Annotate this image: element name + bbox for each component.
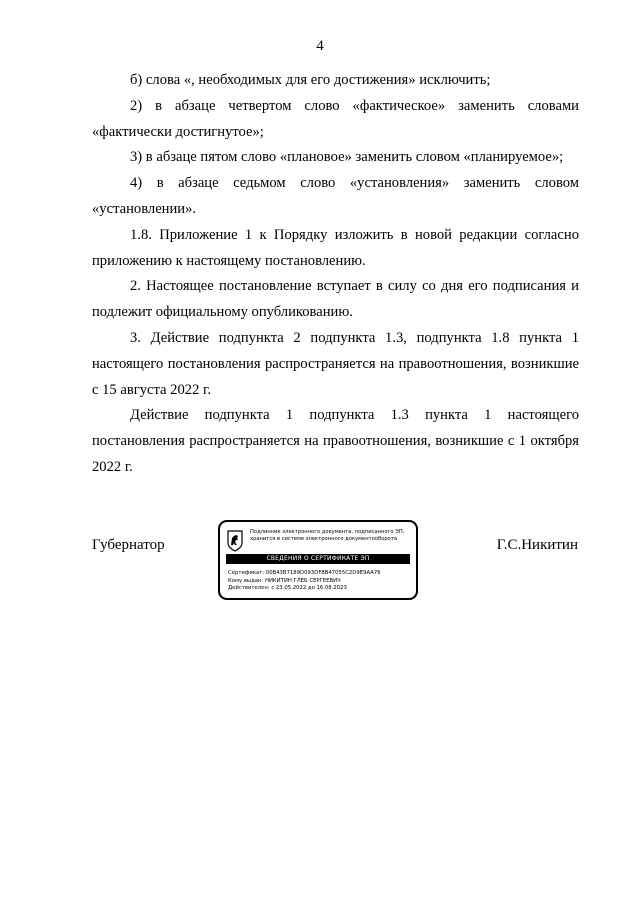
stamp-header: Подлинник электронного документа, подписанного ЭП, хранится в системе электронного документооборота: [250, 529, 405, 542]
stamp-validity: Действителен: с 23.05.2022 до 16.08.2023: [228, 585, 347, 592]
paragraph-item-4: 4) в абзаце седьмом слово «установления» заменить словом «установлении».: [92, 175, 579, 217]
signature-block: [0, 520, 640, 610]
document-body: [92, 68, 579, 481]
signatory-name: Г.С.Никитин: [496, 537, 578, 553]
stamp-details: [228, 570, 381, 593]
paragraph-2: 2. Настоящее постановление вступает в силу со дня его подписания и подлежит официальному опубликованию.: [92, 278, 579, 321]
coat-of-arms-icon: [227, 530, 243, 552]
stamp-title: СВЕДЕНИЯ О СЕРТИФИКАТЕ ЭП: [226, 554, 410, 564]
signatory-position: Губернатор: [92, 537, 165, 553]
page-number: 4: [316, 38, 324, 54]
stamp-issued-to: Кому выдан: НИКИТИН ГЛЕБ СЕРГЕЕВИЧ: [228, 577, 341, 584]
paragraph-3: 3. Действие подпункта 2 подпункта 1.3, подпункта 1.8 пункта 1 настоящего постановления распространяется на правоотношения, возникшие с 15 августа 2022 г.: [92, 329, 579, 398]
paragraph-action: Действие подпункта 1 подпункта 1.3 пункта 1 настоящего постановления распространяется на правоотношения, возникшие с 1 октября 2022 г.: [92, 407, 579, 475]
paragraph-item-2: 2) в абзаце четвертом слово «фактическое» заменить словами «фактически достигнутое»;: [92, 97, 579, 140]
paragraph-item-b: б) слова «, необходимых для его достижения» исключить;: [130, 72, 491, 88]
stamp-certificate: Сертификат: 00B43B7189D093DF8B47055C2D9E9AA76: [228, 570, 381, 576]
paragraph-item-3: 3) в абзаце пятом слово «плановое» заменить словом «планируемое»;: [130, 149, 564, 166]
paragraph-1-8: 1.8. Приложение 1 к Порядку изложить в новой редакции согласно приложению к настоящему постановлению.: [92, 226, 579, 269]
electronic-signature-stamp: [218, 520, 418, 600]
